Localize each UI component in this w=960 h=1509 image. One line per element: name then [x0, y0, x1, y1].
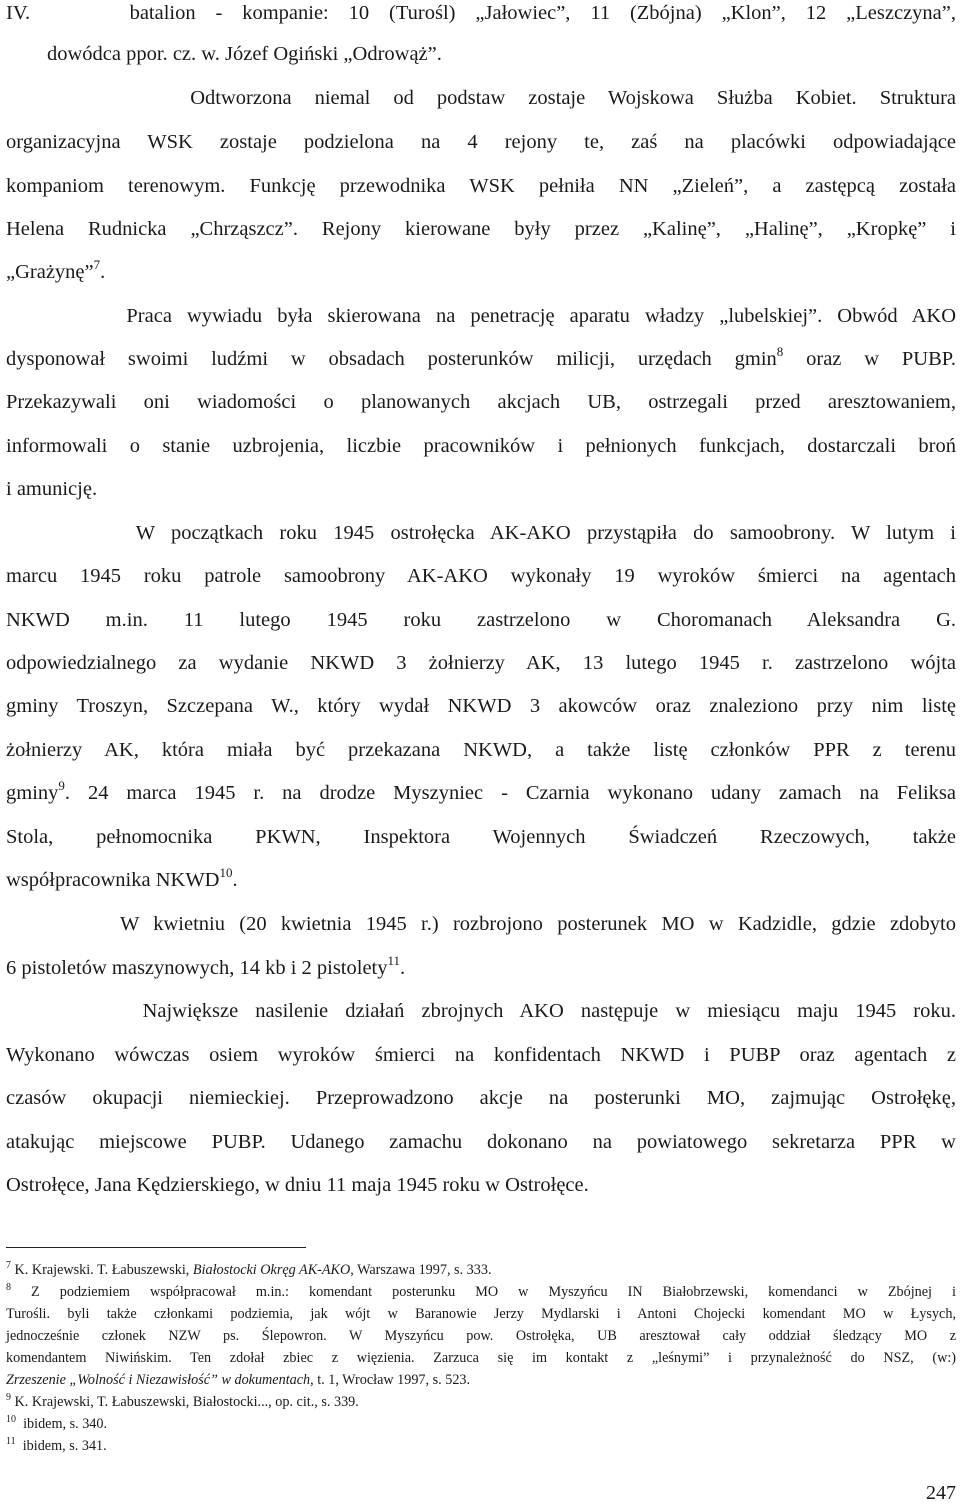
page-number: 247 [926, 1482, 956, 1504]
text-line [6, 518, 956, 548]
text-line-content: informowali o stanie uzbrojenia, liczbie pracowników i pełnionych funkcjach, dostarczali broń [6, 435, 956, 457]
text-line-content: NKWD m.in. 11 lutego 1945 roku zastrzelono w Choromanach Aleksandra G. [6, 609, 956, 631]
text-line [6, 735, 956, 765]
footnote-reference: 11 [387, 953, 401, 968]
footnote-line [6, 1435, 107, 1457]
text-line-content: czasów okupacji niemieckiej. Przeprowadzono akcje na posterunki MO, zajmując Ostrołękę, [6, 1087, 956, 1109]
footnote-line [6, 1391, 359, 1413]
text-line [6, 0, 956, 28]
text-line-continuation: . 24 marca 1945 r. na drodze Myszyniec - Czarnia wykonano udany zamach na Feliksa [64, 782, 956, 804]
text-line-content: 6 pistoletów maszynowych, 14 kb i 2 pistolety [6, 957, 388, 979]
footnote-text: jednocześnie członek NZW ps. Ślepowron. W Myszyńcu pow. Ostrołęka, UB aresztował cały oddział śledzący MO z [6, 1328, 956, 1344]
text-line-content: atakując miejscowe PUBP. Udanego zamachu dokonano na powiatowego sekretarza PPR w [6, 1131, 956, 1153]
footnote-text: ibidem, s. 340. [16, 1416, 108, 1432]
text-line-content: Największe nasilenie działań zbrojnych AKO następuje w miesiącu maju 1945 roku. [6, 1000, 956, 1022]
text-line-content: gminy [6, 782, 59, 804]
footnote-number: 10 [6, 1414, 16, 1425]
text-line-content: W kwietniu (20 kwietnia 1945 r.) rozbrojono posterunek MO w Kadzidle, gdzie zdobyto [6, 913, 956, 935]
text-line-continuation: . [100, 261, 106, 283]
text-line [6, 1040, 956, 1070]
text-line [6, 387, 956, 417]
text-line [6, 171, 956, 201]
text-line [6, 605, 956, 635]
footnote-line [6, 1259, 492, 1281]
footnote-number: 11 [6, 1436, 16, 1447]
footnote-text: Turośli. byli także członkami podziemia, jak wójt w Baranowie Jerzy Mydlarski i Antoni Chojecki komendant MO w Łysych, [6, 1306, 956, 1322]
text-line [6, 474, 97, 504]
text-line-content: odpowiedzialnego za wydanie NKWD 3 żołnierzy AK, 13 lutego 1945 r. zastrzelono wójta [6, 652, 956, 674]
footnote-reference: 7 [93, 257, 101, 272]
text-line-content: i amunicję. [6, 478, 98, 500]
text-line-content: dowódca ppor. cz. w. Józef Ogiński „Odrowąż”. [6, 43, 442, 65]
footnote-text: , t. 1, Wrocław 1997, s. 523. [310, 1372, 471, 1388]
text-line [6, 431, 956, 461]
footnote-text: komendantem Niwińskim. Ten zdołał zbiec z więzienia. Zarzuca się im kontakt z „leśnymi” i przynależność do NSZ, (w:) [6, 1350, 956, 1366]
text-line [6, 865, 238, 895]
text-line-content: dysponował swoimi ludźmi w obsadach posterunków milicji, urzędach gmin [6, 348, 777, 370]
text-line [6, 648, 956, 678]
footnote-line [6, 1347, 956, 1369]
footnote-text: ibidem, s. 341. [15, 1438, 107, 1454]
text-line-content: kompaniom terenowym. Funkcję przewodnika WSK pełniła NN „Zieleń”, a zastępcą została [6, 175, 956, 197]
footnote-title: Zrzeszenie „Wolność i Niezawisłość” w dokumentach [6, 1372, 311, 1388]
text-line [6, 561, 956, 591]
text-line [6, 909, 956, 939]
text-line-content: W początkach roku 1945 ostrołęcka AK-AKO przystąpiła do samoobrony. W lutym i [6, 522, 956, 544]
text-line [6, 996, 956, 1026]
text-line-continuation: . [232, 869, 238, 891]
footnote-title: Białostocki Okręg AK-AKO [192, 1262, 351, 1278]
text-line [6, 1170, 589, 1200]
footnote-line [6, 1303, 956, 1325]
text-line-content: „Grażynę” [6, 261, 94, 283]
footnote-text: K. Krajewski. T. Łabuszewski, [11, 1262, 193, 1278]
text-line-content: Praca wywiadu była skierowana na penetrację aparatu władzy „lubelskiej”. Obwód AKO [6, 305, 956, 327]
text-line [6, 83, 956, 113]
text-line-content: Ostrołęce, Jana Kędzierskiego, w dniu 11 maja 1945 roku w Ostrołęce. [6, 1174, 589, 1196]
footnote-reference: 8 [776, 344, 784, 359]
footnote-text: Z podziemiem współpracował m.in.: komendant posterunku MO w Myszyńcu IN Białobrzewski, komendanci w Zbójnej i [11, 1284, 956, 1300]
footnote-text: , Warszawa 1997, s. 333. [350, 1262, 492, 1278]
footnote-line [6, 1369, 470, 1391]
text-line [6, 1127, 956, 1157]
footnote-line [6, 1325, 956, 1347]
footnote-line [6, 1281, 956, 1303]
footnote-reference: 10 [219, 865, 233, 880]
footnote-number: 8 [6, 1282, 11, 1293]
footnote-reference: 9 [58, 778, 65, 793]
footnote-line [6, 1413, 107, 1435]
text-line [6, 127, 956, 157]
text-line-content: organizacyjna WSK zostaje podzielona na 4 rejony te, zaś na placówki odpowiadające [6, 131, 956, 153]
text-line-continuation: oraz w PUBP. [783, 348, 957, 370]
text-line-content: Odtworzona niemal od podstaw zostaje Wojskowa Służba Kobiet. Struktura [6, 87, 956, 109]
text-line-content: Wykonano wówczas osiem wyroków śmierci na konfidentach NKWD i PUBP oraz agentach z [6, 1044, 956, 1066]
text-line-continuation: . [400, 957, 406, 979]
footnote-separator [6, 1247, 306, 1248]
footnote-number: 9 [6, 1392, 11, 1403]
text-line-content: gminy Troszyn, Szczepana W., który wydał NKWD 3 akowców oraz znaleziono przy nim listę [6, 695, 956, 717]
text-line [6, 301, 956, 331]
text-line-content: Przekazywali oni wiadomości o planowanych akcjach UB, ostrzegali przed aresztowaniem, [6, 391, 956, 413]
text-line [6, 822, 956, 852]
text-line-content: żołnierzy AK, która miała być przekazana NKWD, a także listę członków PPR z terenu [6, 739, 956, 761]
text-line-content: marcu 1945 roku patrole samoobrony AK-AKO wykonały 19 wyroków śmierci na agentach [6, 565, 956, 587]
text-line [6, 39, 442, 69]
text-line [6, 214, 956, 244]
text-line [6, 344, 956, 374]
text-line-content: Helena Rudnicka „Chrząszcz”. Rejony kierowane były przez „Kalinę”, „Halinę”, „Kropkę” i [6, 218, 956, 240]
text-line-content: współpracownika NKWD [6, 869, 220, 891]
text-line [6, 1083, 956, 1113]
text-line [6, 953, 405, 983]
text-line [6, 257, 105, 287]
footnote-text: K. Krajewski, T. Łabuszewski, Białostocki..., op. cit., s. 339. [11, 1394, 359, 1410]
text-line-content: Stola, pełnomocnika PKWN, Inspektora Wojennych Świadczeń Rzeczowych, także [6, 826, 956, 848]
text-line-content: IV. batalion - kompanie: 10 (Turośl) „Jałowiec”, 11 (Zbójna) „Klon”, 12 „Leszczyna”, [6, 2, 956, 24]
footnote-number: 7 [6, 1260, 11, 1271]
text-line [6, 691, 956, 721]
text-line [6, 778, 956, 808]
